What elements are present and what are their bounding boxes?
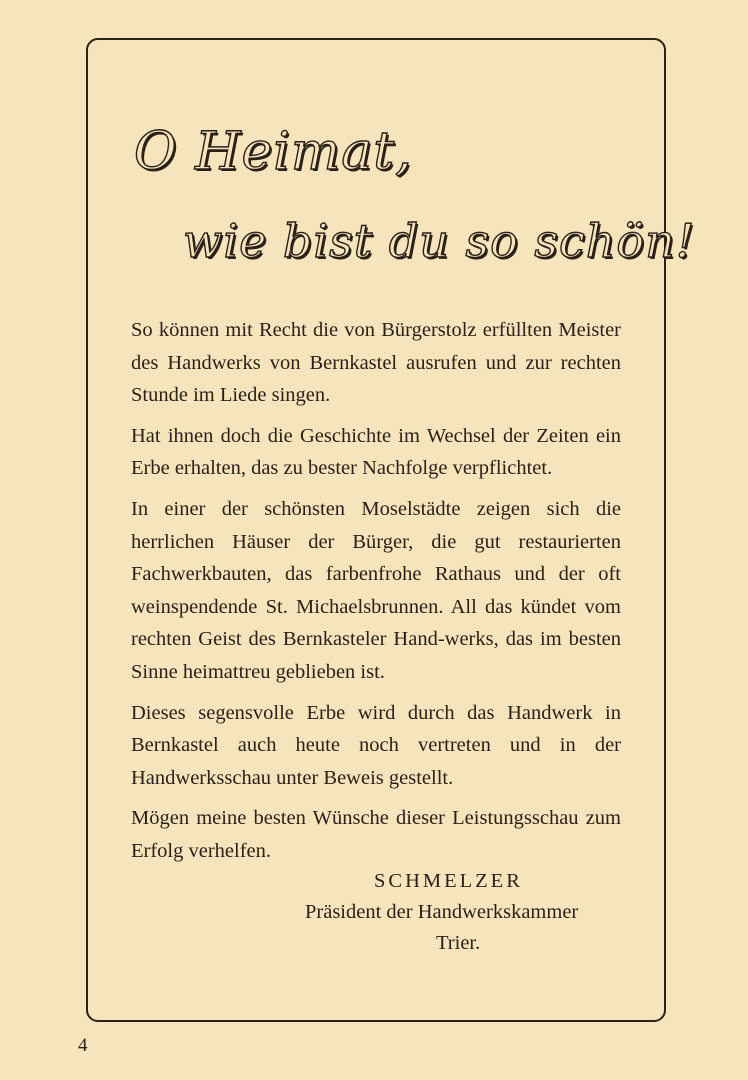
paragraph-4: Dieses segensvolle Erbe wird durch das Handwerk in Bernkastel auch heute noch vertreten und in der Handwerksschau unter Beweis gestellt.	[131, 701, 621, 789]
headline-line-1: O Heimat,	[134, 122, 413, 182]
signature-name: SCHMELZER	[374, 870, 523, 892]
paragraph-2: Hat ihnen doch die Geschichte im Wechsel der Zeiten ein Erbe erhalten, das zu bester Nachfolge verpflichtet.	[131, 424, 621, 480]
headline-line-2: wie bist du so schön!	[183, 214, 696, 268]
signature-city: Trier.	[436, 932, 481, 954]
signature-title: Präsident der Handwerkskammer	[305, 901, 579, 923]
paragraph-1: So können mit Recht die von Bürgerstolz erfüllten Meister des Handwerks von Bernkastel ausrufen und zur rechten Stunde im Liede singen.	[131, 319, 621, 407]
paragraph-5: Mögen meine besten Wünsche dieser Leistungsschau zum Erfolg verhelfen.	[131, 807, 621, 862]
body-text	[131, 314, 621, 876]
paragraph-3: In einer der schönsten Moselstädte zeigen sich die herrlichen Häuser der Bürger, die gut restaurierten Fachwerkbauten, das farbenfrohe Rathaus und der oft weinspendende St. Michaelsbrunnen. All das kündet vom rechten Geist des Bernkasteler Hand-werks, das im besten Sinne heimattreu geblieben ist.	[131, 497, 621, 683]
headline	[0, 0, 748, 290]
page-number: 4	[78, 1035, 88, 1056]
